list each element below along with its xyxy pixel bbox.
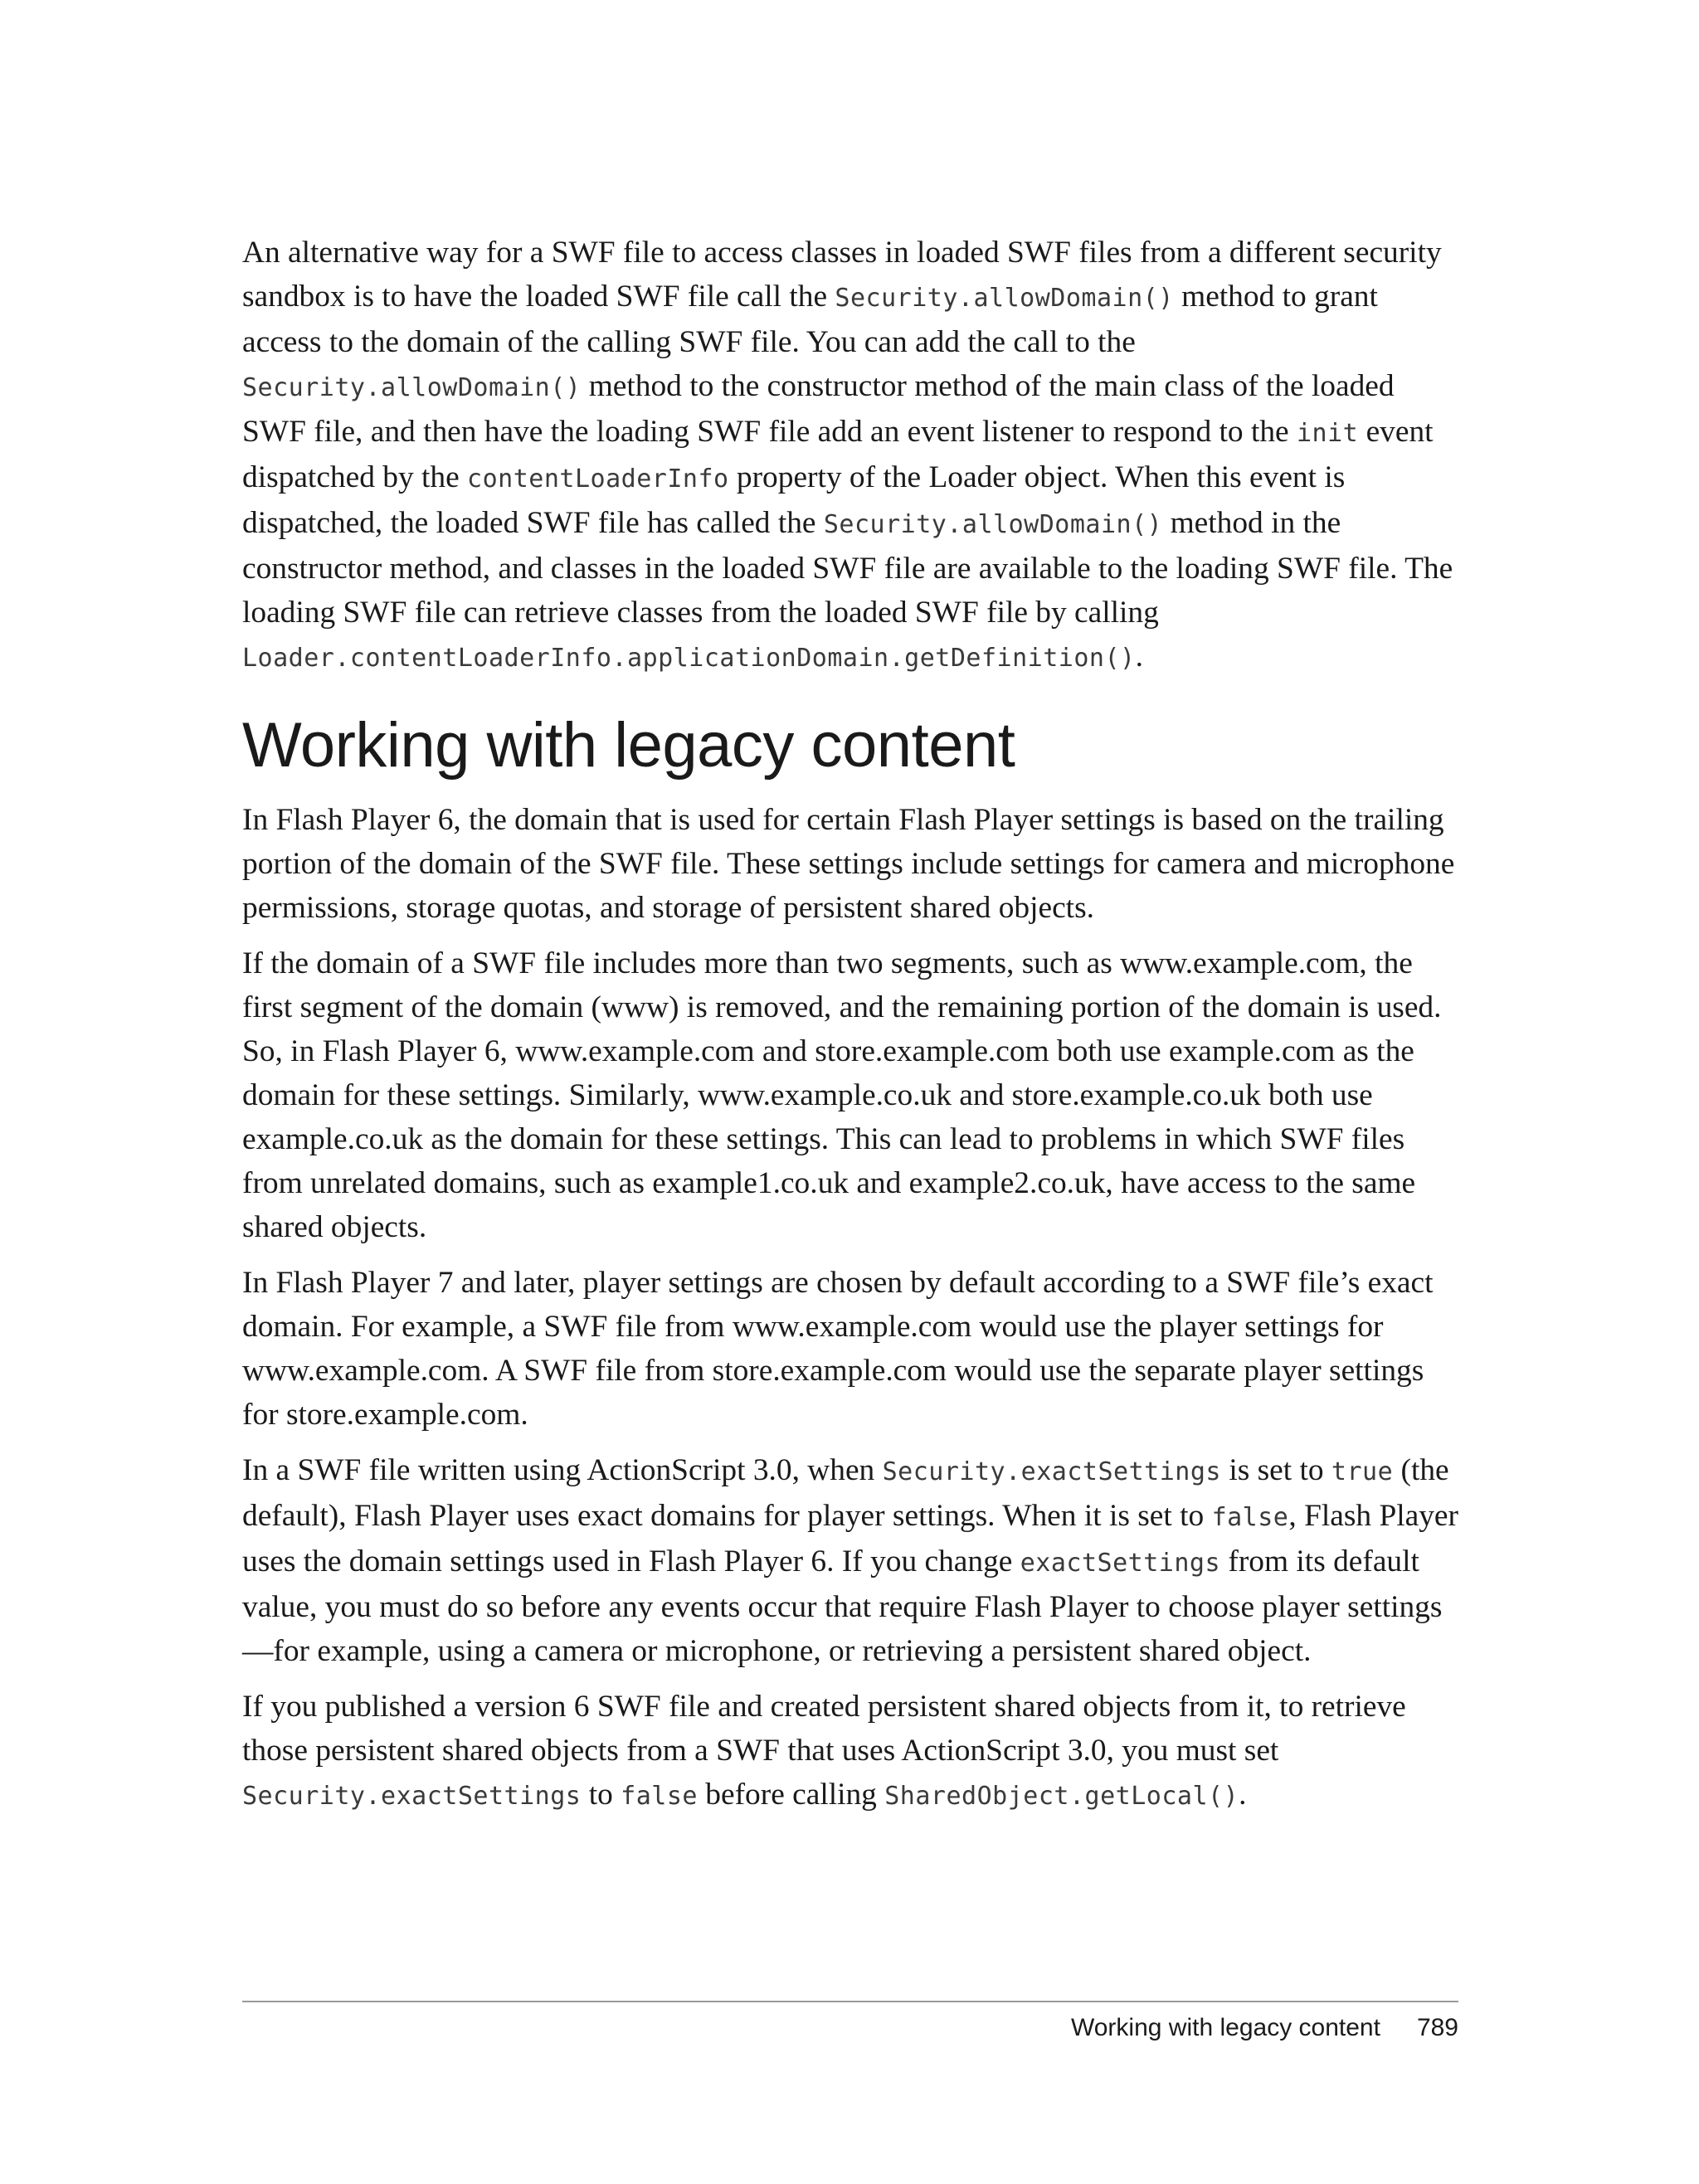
- text-run: to: [581, 1778, 621, 1812]
- text-run: method to grant access to the domain of the calling SWF file. You can add the call to the: [242, 280, 1378, 359]
- text-run: , Flash Player uses the domain settings used in Flash Player 6. If you change: [242, 1499, 1458, 1578]
- text-run: from its default value, you must do so before any events occur that require Flash Player to choose player settings—for example, using a camera or microphone, or retrieving a persistent shared object.: [242, 1544, 1443, 1668]
- text-run: .: [1239, 1778, 1247, 1812]
- code-run: exactSettings: [1020, 1549, 1221, 1578]
- text-run: before calling: [697, 1778, 885, 1812]
- code-run: false: [621, 1782, 698, 1811]
- paragraph-flash-player-7: In Flash Player 7 and later, player settings are chosen by default according to a SWF file’s exact domain. For example, a SWF file from www.example.com would use the player settings for www.example.com. A SWF file from store.example.com would use the separate player settings for store.example.com.: [242, 1266, 1434, 1432]
- text-run: event dispatched by the: [242, 415, 1434, 494]
- paragraph-domain-segments: If the domain of a SWF file includes more than two segments, such as www.example.com, the first segment of the domain (www) is removed, and the remaining portion of the domain is used. So, in Flash Player 6, www.example.com and store.example.com both use example.com as the domain for these settings. Similarly, www.example.co.uk and store.example.co.uk both use example.co.uk as the domain for these settings. This can lead to problems in which SWF files from unrelated domains, such as example1.co.uk and example2.co.uk, have access to the same shared objects.: [242, 946, 1442, 1244]
- text-run: .: [1135, 640, 1143, 674]
- text-run: property of the Loader object. When this event is dispatched, the loaded SWF file has called the: [242, 460, 1346, 540]
- code-run: Security.allowDomain(): [823, 510, 1163, 539]
- text-run: is set to: [1220, 1453, 1331, 1487]
- page-footer: [1071, 2014, 1458, 2042]
- paragraph-exact-settings: [242, 1448, 1458, 1673]
- section-heading: Working with legacy content: [242, 710, 1015, 781]
- footer-divider: [242, 2001, 1458, 2002]
- text-run: (the default), Flash Player uses exact domains for player settings. When it is set to: [242, 1453, 1449, 1533]
- code-run: contentLoaderInfo: [467, 465, 729, 494]
- paragraph-shared-objects: [242, 1685, 1458, 1818]
- code-run: Loader.contentLoaderInfo.applicationDomain.getDefinition(): [242, 644, 1136, 673]
- code-run: Security.allowDomain(): [242, 373, 582, 402]
- text-run: In a SWF file written using ActionScript 3.0, when: [242, 1453, 883, 1487]
- code-run: init: [1296, 419, 1359, 448]
- code-run: Security.exactSettings: [882, 1457, 1221, 1486]
- text-run: method in the constructor method, and classes in the loaded SWF file are available to the loading SWF file. The loading SWF file can retrieve classes from the loaded SWF file by calling: [242, 506, 1453, 630]
- code-run: true: [1331, 1457, 1394, 1486]
- text-run: If you published a version 6 SWF file and created persistent shared objects from it, to retrieve those persistent shared objects from a SWF that uses ActionScript 3.0, you must set: [242, 1690, 1406, 1768]
- paragraph-flash-player-6: In Flash Player 6, the domain that is used for certain Flash Player settings is based on the trailing portion of the domain of the SWF file. These settings include settings for camera and microphone permissions, storage quotas, and storage of persistent shared objects.: [242, 803, 1455, 925]
- page-number: 789: [1416, 2014, 1458, 2041]
- code-run: false: [1211, 1503, 1289, 1532]
- footer-section-title: Working with legacy content: [1070, 2014, 1380, 2041]
- text-run: An alternative way for a SWF file to access classes in loaded SWF files from a different security sandbox is to have the loaded SWF file call the: [242, 236, 1442, 314]
- code-run: Security.allowDomain(): [835, 284, 1174, 313]
- text-run: method to the constructor method of the main class of the loaded SWF file, and then have the loading SWF file add an event listener to respond to the: [242, 369, 1395, 449]
- code-run: SharedObject.getLocal(): [884, 1782, 1239, 1811]
- code-run: Security.exactSettings: [242, 1782, 582, 1811]
- page-content: [242, 231, 1458, 1830]
- intro-paragraph: [242, 231, 1458, 680]
